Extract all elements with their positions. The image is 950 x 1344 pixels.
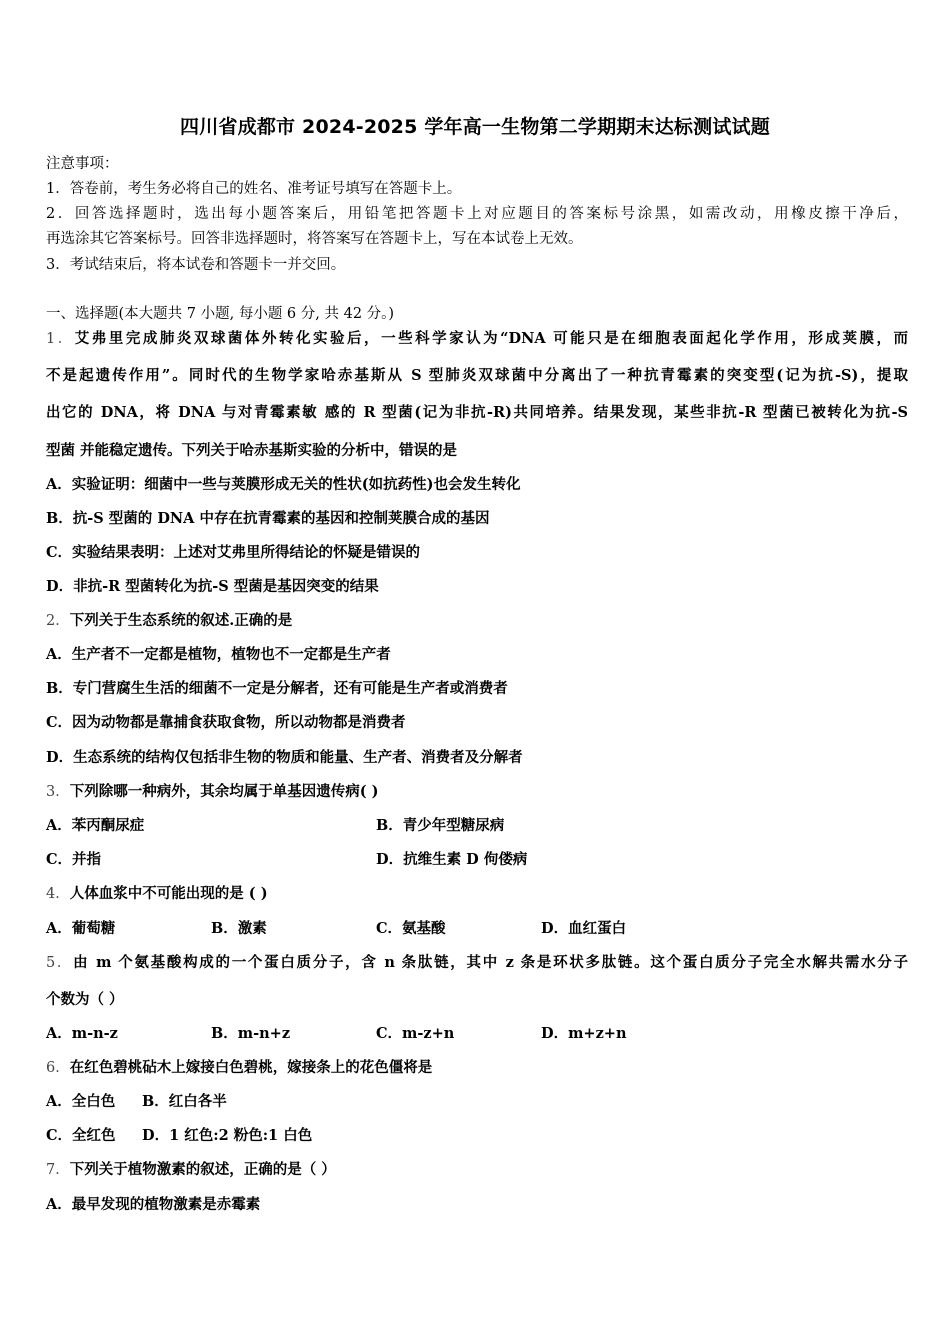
question-5-line-2: 个数为（ ） <box>46 991 124 1008</box>
question-2-option-d: D．生态系统的结构仅包括非生物的物质和能量、生产者、消费者及分解者 <box>46 749 523 766</box>
question-3-option-a: A．苯丙酮尿症 <box>46 817 145 834</box>
question-3-option-d: D．抗维生素 D 佝偻病 <box>376 851 528 868</box>
question-4-option-a: A．葡萄糖 <box>46 920 116 937</box>
question-5-option-c: C．m-z+n <box>376 1025 455 1042</box>
question-4-option-b: B．激素 <box>211 920 267 937</box>
question-1-line-3: 出它的 DNA，将 DNA 与对青霉素敏 感的 R 型菌(记为非抗-R)共同培养。结果发现，某些非抗-R 型菌已被转化为抗-S <box>46 404 908 421</box>
question-5-option-d: D．m+z+n <box>541 1025 627 1042</box>
question-number: 1． <box>46 331 75 347</box>
question-4-stem: 4．人体血浆中不可能出现的是 ( ) <box>46 885 268 902</box>
notice-heading: 注意事项： <box>46 156 119 172</box>
question-4-option-d: D．血红蛋白 <box>541 920 627 937</box>
question-1-option-c: C．实验结果表明：上述对艾弗里所得结论的怀疑是错误的 <box>46 544 421 561</box>
question-3-option-b: B．青少年型糖尿病 <box>376 817 505 834</box>
question-6-option-c: C．全红色 <box>46 1127 116 1144</box>
notice-item-2: 2．回答选择题时，选出每小题答案后，用铅笔把答题卡上对应题目的答案标号涂黑，如需改动，用橡皮擦干净后， <box>46 206 908 222</box>
notice-item-3: 3．考试结束后，将本试卷和答题卡一并交回。 <box>46 257 346 273</box>
question-5-option-b: B．m-n+z <box>211 1025 291 1042</box>
question-5-option-a: A．m-n-z <box>46 1025 118 1042</box>
question-1-line-1 <box>46 327 908 348</box>
question-2-stem: 2．下列关于生态系统的叙述.正确的是 <box>46 612 293 629</box>
question-4-option-c: C．氨基酸 <box>376 920 446 937</box>
question-7-option-a: A．最早发现的植物激素是赤霉素 <box>46 1196 261 1213</box>
question-2-option-c: C．因为动物都是靠捕食获取食物，所以动物都是消费者 <box>46 714 406 731</box>
question-5-line-1: 5．由 m 个氨基酸构成的一个蛋白质分子，含 n 条肽链，其中 z 条是环状多肽链。这个蛋白质分子完全水解共需水分子 <box>46 954 908 971</box>
notice-item-2-cont: 再选涂其它答案标号。回答非选择题时，将答案写在答题卡上，写在本试卷上无效。 <box>46 231 583 247</box>
question-text: 艾弗里完成肺炎双球菌体外转化实验后，一些科学家认为“DNA 可能只是在细胞表面起化学作用，形成荚膜，而 <box>74 330 908 347</box>
question-7-stem: 7．下列关于植物激素的叙述，正确的是（ ） <box>46 1161 336 1178</box>
question-1-line-4: 型菌 并能稳定遗传。下列关于哈赤基斯实验的分析中，错误的是 <box>46 442 458 459</box>
question-6-stem: 6．在红色碧桃砧木上嫁接白色碧桃，嫁接条上的花色僵将是 <box>46 1059 433 1076</box>
section-heading: 一、选择题(本大题共 7 小题, 每小题 6 分, 共 42 分。) <box>46 306 395 322</box>
page-title: 四川省成都市 2024-2025 学年高一生物第二学期期末达标测试试题 <box>180 116 770 138</box>
question-2-option-b: B．专门营腐生生活的细菌不一定是分解者，还有可能是生产者或消费者 <box>46 680 508 697</box>
question-1-option-a: A．实验证明：细菌中一些与荚膜形成无关的性状(如抗药性)也会发生转化 <box>46 476 521 493</box>
notice-item-1: 1．答卷前，考生务必将自己的姓名、准考证号填写在答题卡上。 <box>46 181 462 197</box>
question-6-option-d: D．1 红色:2 粉色:1 白色 <box>142 1127 313 1144</box>
question-1-option-b: B．抗-S 型菌的 DNA 中存在抗青霉素的基因和控制荚膜合成的基因 <box>46 510 490 527</box>
question-2-option-a: A．生产者不一定都是植物，植物也不一定都是生产者 <box>46 646 391 663</box>
question-1-option-d: D．非抗-R 型菌转化为抗-S 型菌是基因突变的结果 <box>46 578 379 595</box>
question-6-option-b: B．红白各半 <box>142 1093 227 1110</box>
question-6-option-a: A．全白色 <box>46 1093 116 1110</box>
question-3-option-c: C．并指 <box>46 851 102 868</box>
question-1-line-2: 不是起遗传作用”。同时代的生物学家哈赤基斯从 S 型肺炎双球菌中分离出了一种抗青霉素的突变型(记为抗-S)，提取 <box>46 367 908 384</box>
question-3-stem: 3．下列除哪一种病外，其余均属于单基因遗传病( ) <box>46 783 379 800</box>
